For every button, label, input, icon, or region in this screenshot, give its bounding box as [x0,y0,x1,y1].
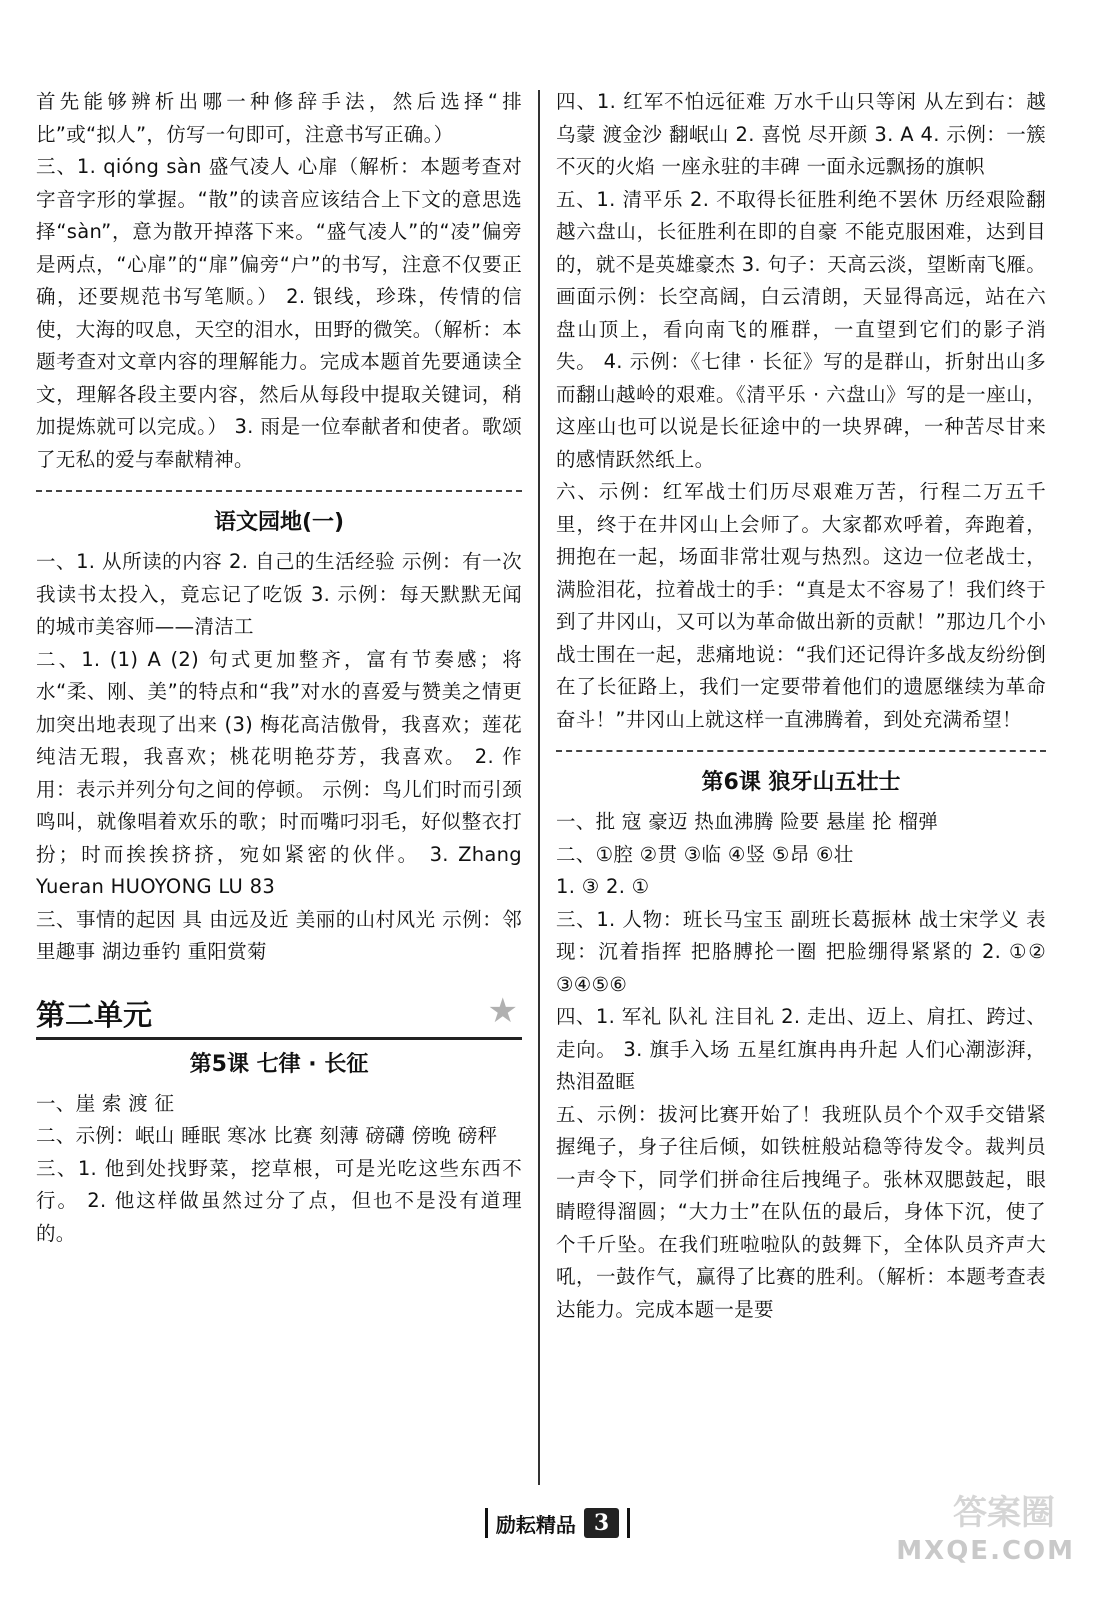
left-column [36,86,522,1250]
section-heading: 语文园地(一) [213,510,345,535]
paragraph: 二、1. (1) A (2) 句式更加整齐，富有节奏感；将水“柔、刚、美”的特点和“我”对水的喜爱与赞美之情更加突出地表现了出来 (3) 梅花高洁傲骨，我喜欢；莲花纯洁无瑕，我喜欢；桃花明艳芬芳，我喜欢。 2. 作用：表示并列分句之间的停顿。 示例：鸟儿们时而引颈鸣叫，就像唱着欢乐的歌；时而嘴叼羽毛，好似整衣打扮；时而挨挨挤挤，宛如紧密的伙伴。 3. Zhang Yueran HUOYONG LU 83 [36,647,522,898]
paragraph: 二、示例：岷山 睡眠 寒冰 比赛 刻薄 磅礴 傍晚 磅秤 [36,1124,498,1147]
watermark-logo: 答案圈 [953,1493,1055,1533]
paragraph: 首先能够辨析出哪一种修辞手法，然后选择“排比”或“拟人”，仿写一句即可，注意书写正确。） [36,90,522,146]
footer-bar [627,1508,630,1538]
paragraph: 三、1. qióng sàn 盛气凌人 心扉（解析：本题考查对字音字形的掌握。“散”的读音应该结合上下文的意思选择“sàn”，意为散开掉落下来。“盛气凌人”的“凌”偏旁是两点，“心扉”的“扉”偏旁“户”的书写，注意不仅要正确，还要规范书写笔顺。） 2. 银线，珍珠，传情的信使，大海的叹息，天空的泪水，田野的微笑。（解析：本题考查对文章内容的理解能力。完成本题首先要通读全文，理解各段主要内容，然后从每段中提取关键词，稍加提炼就可以完成。） 3. 雨是一位奉献者和使者。歌颂了无私的爱与奉献精神。 [36,155,522,471]
paragraph: 一、崖 索 渡 征 [36,1091,175,1115]
star-icon: ★ [487,990,518,1031]
paragraph: 五、示例：拔河比赛开始了！我班队员个个双手交错紧握绳子，身子往后倾，如铁桩般站稳等待发令。裁判员一声令下，同学们拼命往后拽绳子。张林双腮鼓起，眼睛瞪得溜圆；“大力士”在队伍的最后，身体下沉，使了个千斤坠。在我们班啦啦队的鼓舞下，全体队员齐声大吼，一鼓作气，赢得了比赛的胜利。（解析：本题考查表达能力。完成本题一是要 [556,1102,1046,1321]
section-divider [556,750,1046,752]
unit-title: 第二单元 [36,997,153,1032]
column-divider [538,90,540,1485]
paragraph: 一、1. 从所读的内容 2. 自己的生活经验 示例：有一次我读书太投入，竟忘记了吃饭 3. 示例：每天默默无闻的城市美容师——清洁工 [36,550,522,638]
paragraph: 四、1. 红军不怕远征难 万水千山只等闲 从左到右：越乌蒙 渡金沙 翻岷山 2. 喜悦 尽开颜 3. A 4. 示例：一簇不灭的火焰 一座永驻的丰碑 一面永远飘扬的旗帜 [556,90,1046,178]
brand-name: 励耘精品 [495,1512,576,1537]
paragraph: 一、批 寇 豪迈 热血沸腾 险要 悬崖 抡 榴弹 [556,810,939,833]
paragraph: 四、1. 军礼 队礼 注目礼 2. 走出、迈上、肩扛、跨过、走向。 3. 旗手入场 五星红旗冉冉升起 人们心潮澎湃，热泪盈眶 [556,1005,1046,1093]
page-number: 3 [584,1508,619,1538]
paragraph: 三、事情的起因 具 由远及近 美丽的山村风光 示例：邻里趣事 湖边垂钓 重阳赏菊 [36,907,522,963]
right-column [556,86,1046,1326]
section-divider [36,490,522,492]
unit-title-bar [36,990,522,1040]
paragraph: 三、1. 人物：班长马宝玉 副班长葛振林 战士宋学义 表现：沉着指挥 把胳膊抡一圈 把脸绷得紧紧的 2. ①② ③④⑤⑥ [556,907,1046,996]
watermark-url: MXQE.COM [896,1536,1075,1566]
paragraph: 五、1. 清平乐 2. 不取得长征胜利绝不罢休 历经艰险翻越六盘山，长征胜利在即的自豪 不能克服困难，达到目的，就不是英雄豪杰 3. 句子：天高云淡，望断南飞雁。 画面示例：长空高阔，白云清朗，天显得高远，站在六盘山顶上，看向南飞的雁群，一直望到它们的影子消失。 4. 示例：《七律 · 长征》写的是群山，折射出山多而翻山越岭的艰难。《清平乐 · 六盘山》写的是一座山，这座山也可以说是长征途中的一块界碑，一种苦尽甘来的感情跃然纸上。 [556,187,1046,471]
paragraph: 二、①腔 ②贯 ③临 ④竖 ⑤昂 ⑥壮 [556,842,854,866]
paragraph: 三、1. 他到处找野菜，挖草根，可是光吃这些东西不行。 2. 他这样做虽然过分了点，但也不是没有道理的。 [36,1156,522,1245]
lesson-heading: 第5课 七律 · 长征 [189,1051,369,1077]
paragraph: 1. ③ 2. ① [556,875,650,898]
paragraph: 六、示例：红军战士们历尽艰难万苦，行程二万五千里，终于在井冈山上会师了。大家都欢呼着，奔跑着，拥抱在一起，场面非常壮观与热烈。这边一位老战士，满脸泪花，拉着战士的手：“真是太不容易了！我们终于到了井冈山，又可以为革命做出新的贡献！”那边几个小战士围在一起，悲痛地说：“我们还记得许多战友纷纷倒在了长征路上，我们一定要带着他们的遗愿继续为革命奋斗！”井冈山上就这样一直沸腾着，到处充满希望！ [556,480,1046,731]
lesson-heading: 第6课 狼牙山五壮士 [701,770,901,795]
footer-bar [485,1508,488,1538]
